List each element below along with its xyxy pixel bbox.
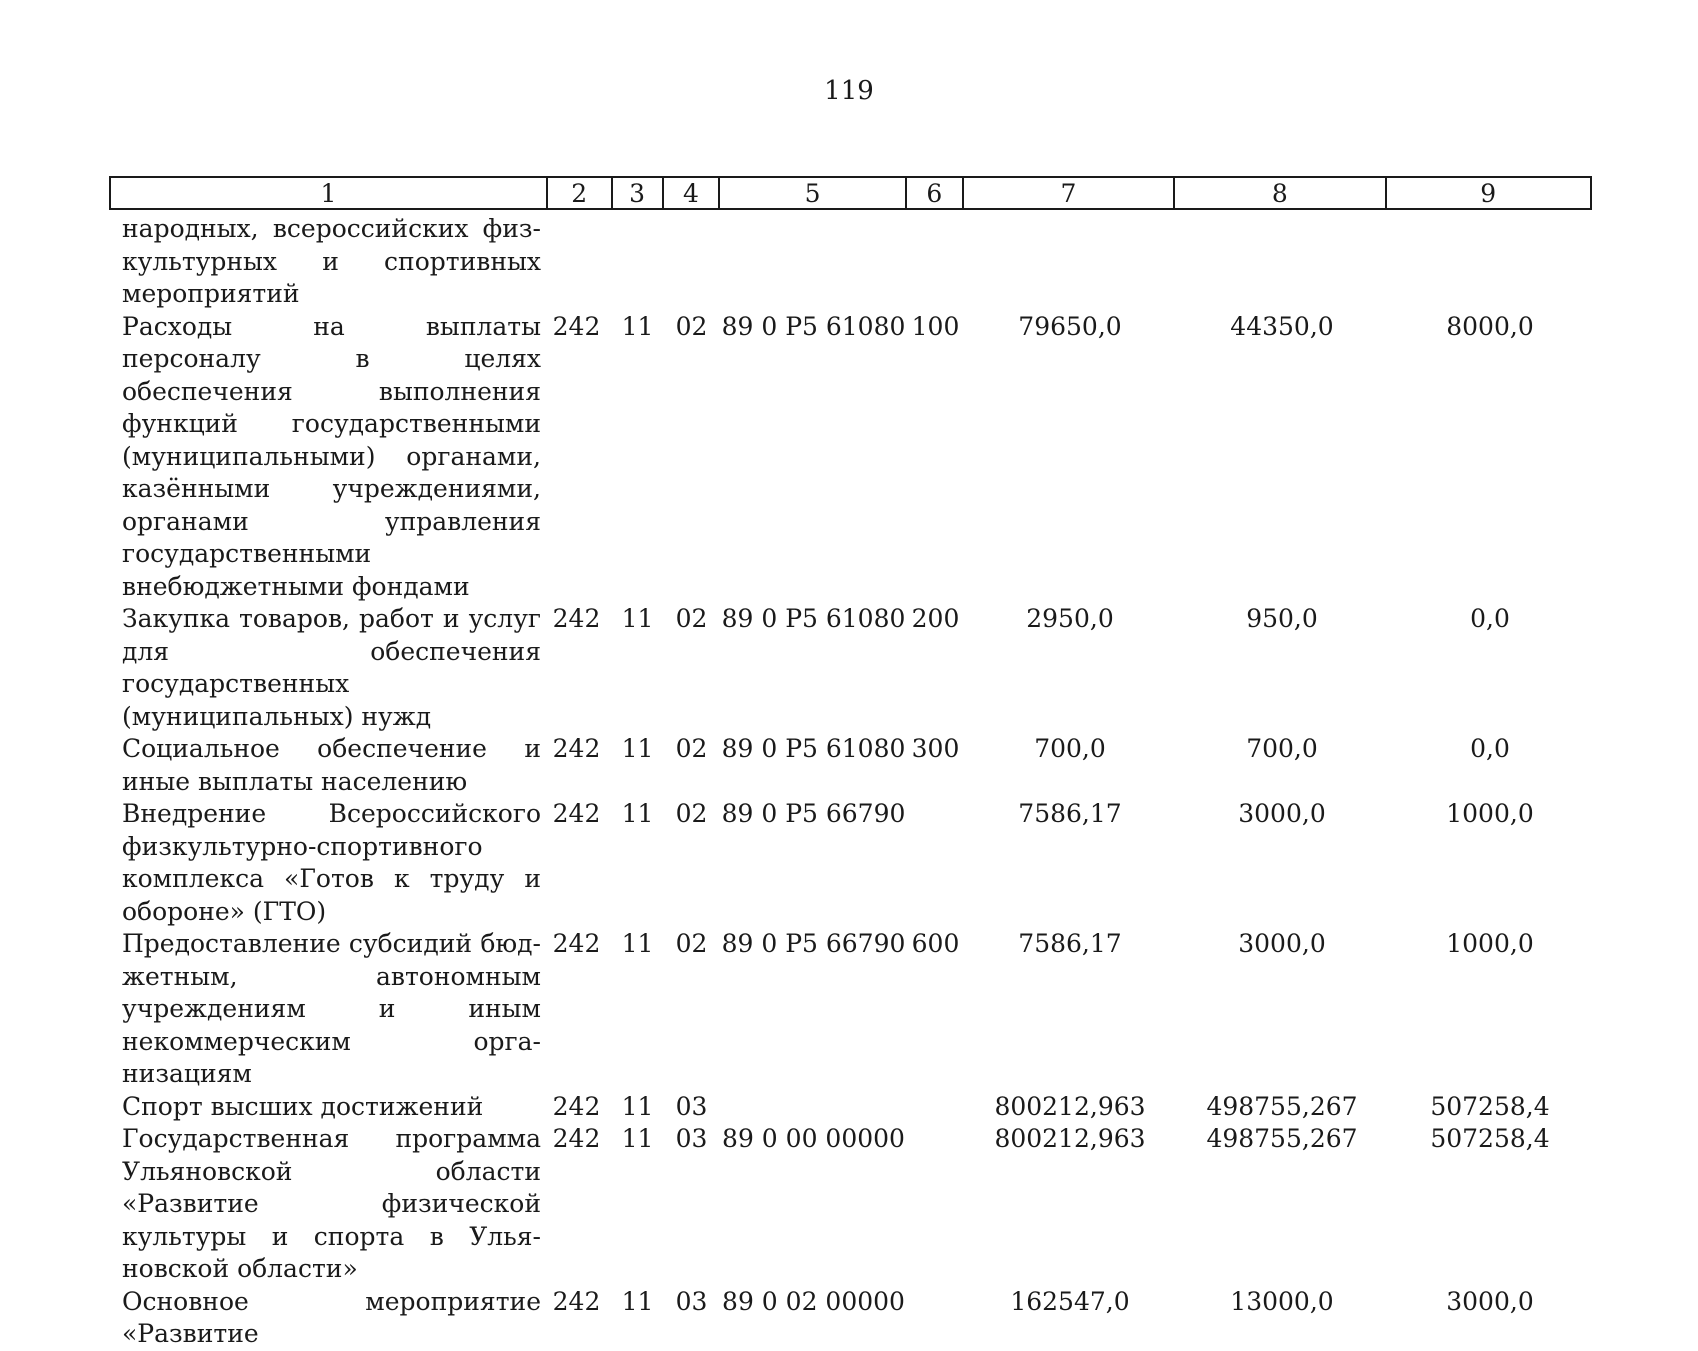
- cell-col7: 700,0: [1034, 734, 1106, 763]
- cell-col6: 200: [911, 604, 960, 633]
- cell-col7: 7586,17: [1018, 799, 1122, 828]
- cell-col9: 8000,0: [1446, 311, 1534, 341]
- cell-col8: 3000,0: [1238, 929, 1326, 958]
- cell-col2: 242: [552, 1286, 601, 1316]
- row-name: Предоставление субсидий бюджетным, автономным учреждениям и иным некоммерческим организациям: [122, 929, 541, 1088]
- row-name: Закупка товаров, работ и услуг для обеспечения государственных (муниципальных) нужд: [122, 604, 541, 731]
- table-body: [109, 213, 1592, 1351]
- cell-col9: 507258,4: [1430, 1124, 1550, 1153]
- cell-col8: 700,0: [1246, 734, 1318, 763]
- table-row: [109, 1286, 1592, 1351]
- table-row: [109, 928, 1592, 1091]
- row-name: Основное мероприятие «Развитие: [122, 1286, 541, 1348]
- row-name: Расходы на выплаты персоналу в целях обеспечения выполнения функций государственными (муниципальными) органами, казёнными учреждениями, органами управления государственными внебюджетными фондами: [122, 311, 541, 601]
- header-cell: 4: [664, 178, 721, 208]
- cell-col2: 242: [552, 311, 601, 341]
- cell-col2: 242: [552, 734, 601, 763]
- cell-col3: 11: [621, 604, 654, 633]
- row-name: Внедрение Всероссийского физкультурно-спортивного комплекса «Готов к труду и обороне» (ГТО): [122, 799, 541, 926]
- cell-col2: 242: [552, 1091, 601, 1121]
- cell-col7: 7586,17: [1018, 929, 1122, 958]
- cell-col4: 03: [675, 1124, 708, 1153]
- cell-col4: 02: [675, 604, 708, 633]
- cell-col2: 242: [552, 929, 601, 958]
- table-row: [109, 1091, 1592, 1124]
- table-row: [109, 311, 1592, 604]
- cell-col3: 11: [621, 734, 654, 763]
- cell-col9: 0,0: [1470, 734, 1510, 763]
- cell-col4: 02: [675, 311, 708, 341]
- table-row: [109, 213, 1592, 311]
- cell-col4: 03: [675, 1091, 708, 1121]
- cell-col7: 800212,963: [994, 1091, 1146, 1121]
- table-row: [109, 733, 1592, 798]
- cell-col8: 950,0: [1246, 604, 1318, 633]
- cell-col5: 89 0 P5 61080: [721, 311, 906, 341]
- cell-col9: 507258,4: [1430, 1091, 1550, 1121]
- cell-col6: 600: [911, 929, 960, 958]
- cell-col3: 11: [621, 1124, 654, 1153]
- table-header: [109, 176, 1592, 210]
- cell-col5: 89 0 P5 66790: [721, 799, 906, 828]
- table-row: [109, 603, 1592, 733]
- header-cell: 1: [111, 178, 548, 208]
- header-cell: 2: [548, 178, 613, 208]
- cell-col9: 3000,0: [1446, 1286, 1534, 1316]
- cell-col7: 2950,0: [1026, 604, 1114, 633]
- cell-col4: 03: [675, 1286, 708, 1316]
- cell-col4: 02: [675, 734, 708, 763]
- cell-col8: 44350,0: [1230, 311, 1334, 341]
- cell-col8: 13000,0: [1230, 1286, 1334, 1316]
- header-cell: 8: [1175, 178, 1386, 208]
- cell-col5: 89 0 02 00000: [722, 1286, 905, 1316]
- cell-col8: 498755,267: [1206, 1091, 1358, 1121]
- header-cell: 7: [964, 178, 1175, 208]
- cell-col3: 11: [621, 929, 654, 958]
- cell-col3: 11: [621, 311, 654, 341]
- cell-col7: 162547,0: [1010, 1286, 1130, 1316]
- table-row: [109, 1123, 1592, 1286]
- cell-col5: 89 0 P5 61080: [721, 734, 906, 763]
- cell-col4: 02: [675, 929, 708, 958]
- cell-col7: 800212,963: [994, 1124, 1146, 1153]
- cell-col8: 498755,267: [1206, 1124, 1358, 1153]
- row-name: Социальное обеспечение и иные выплаты населению: [122, 734, 541, 796]
- cell-col6: 300: [911, 734, 960, 763]
- cell-col9: 1000,0: [1446, 799, 1534, 828]
- cell-col9: 1000,0: [1446, 929, 1534, 958]
- cell-col3: 11: [621, 799, 654, 828]
- header-cell: 6: [907, 178, 964, 208]
- page-number: 119: [824, 76, 874, 106]
- cell-col8: 3000,0: [1238, 799, 1326, 828]
- cell-col7: 79650,0: [1018, 311, 1122, 341]
- cell-col5: 89 0 P5 61080: [721, 604, 906, 633]
- row-name: Государственная программа Ульяновской области «Развитие физической культуры и спорта в Ульяновской области»: [122, 1124, 541, 1283]
- row-name: народных, всероссийских физкультурных и спортивных мероприятий: [122, 214, 541, 308]
- header-cell: 9: [1480, 178, 1497, 208]
- cell-col2: 242: [552, 1124, 601, 1153]
- cell-col2: 242: [552, 799, 601, 828]
- cell-col9: 0,0: [1470, 604, 1510, 633]
- cell-col3: 11: [621, 1091, 654, 1121]
- table-row: [109, 798, 1592, 928]
- cell-col3: 11: [621, 1286, 654, 1316]
- header-cell: 3: [613, 178, 664, 208]
- cell-col4: 02: [675, 799, 708, 828]
- cell-col6: 100: [911, 311, 960, 341]
- row-name: Спорт высших достижений: [122, 1091, 484, 1121]
- cell-col5: 89 0 00 00000: [722, 1124, 905, 1153]
- cell-col2: 242: [552, 604, 601, 633]
- cell-col5: 89 0 P5 66790: [721, 929, 906, 958]
- header-cell: 5: [720, 178, 907, 208]
